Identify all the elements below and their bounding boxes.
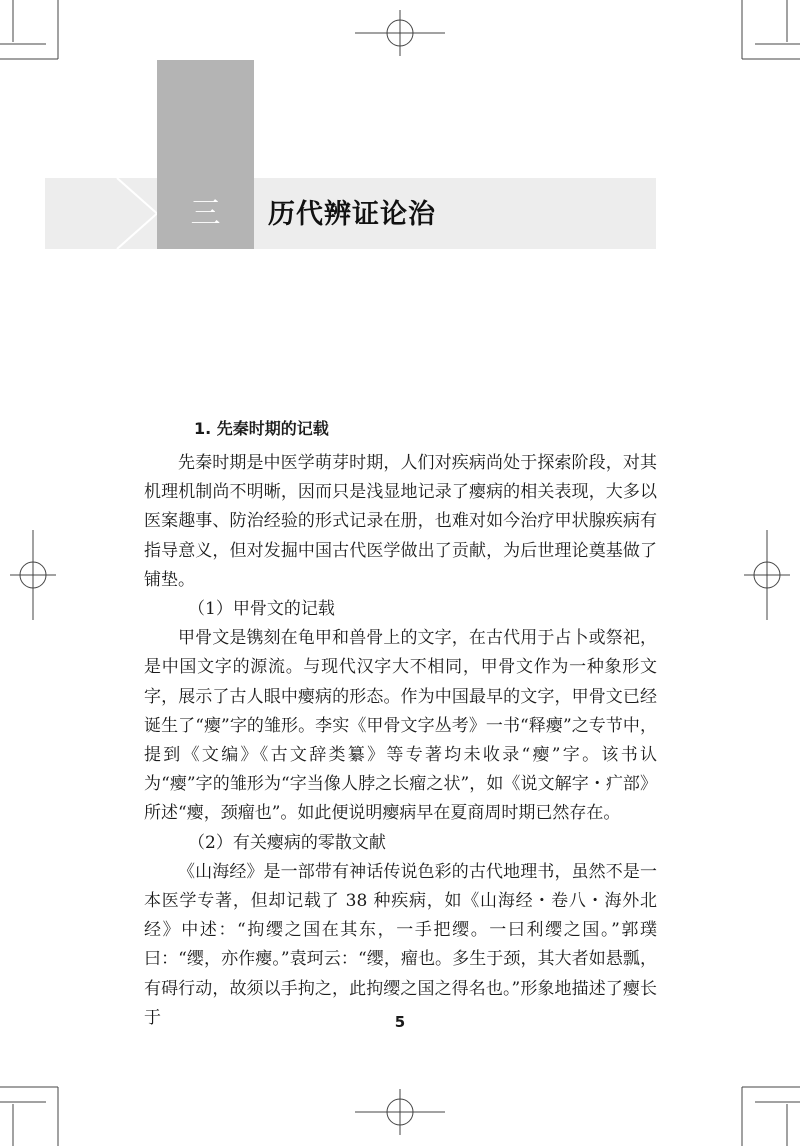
intro-paragraph: 先秦时期是中医学萌芽时期，人们对疾病尚处于探索阶段，对其机理机制尚不明晰，因而只是浅显地记录了瘿病的相关表现，大多以医案趣事、防治经验的形式记录在册，也难对如今治疗甲状腺疾病有指导意义，但对发掘中国古代医学做出了贡献，为后世理论奠基做了铺垫。: [144, 453, 657, 590]
subsection-heading-oracle-bones: （1）甲骨文的记载: [188, 599, 335, 620]
scattered-literature-paragraph: 《山海经》是一部带有神话传说色彩的古代地理书，虽然不是一本医学专著，但却记载了 38 种疾病，如《山海经・卷八・海外北经》中述：“拘缨之国在其东，一手把缨。一曰利缨之国。”郭璞曰：“缨，亦作瘿。”袁珂云：“缨，瘤也。多生于颈，其大者如悬瓢，有碍行动，故须以手拘之，此拘缨之国之得名也。”形象地描述了瘿长于: [144, 861, 657, 1028]
main-text: [144, 414, 657, 1033]
page-number: 5: [394, 1013, 406, 1031]
section-heading: 1. 先秦时期的记载: [194, 419, 329, 438]
chapter-title: 历代辨证论治: [268, 199, 436, 230]
chapter-number: 三: [190, 196, 221, 231]
subsection-heading-scattered-literature: （2）有关瘿病的零散文献: [188, 832, 386, 853]
oracle-bones-paragraph: 甲骨文是镌刻在龟甲和兽骨上的文字，在古代用于占卜或祭祀，是中国文字的源流。与现代汉字大不相同，甲骨文作为一种象形文字，展示了古人眼中瘿病的形态。作为中国最早的文字，甲骨文已经诞生了“瘿”字的雏形。李实《甲骨文字丛考》一书“释瘿”之专节中，提到《文编》《古文辞类纂》等专著均未收录“瘿”字。该书认为“瘿”字的雏形为“字当像人脖之长瘤之状”，如《说文解字・疒部》所述“瘿，颈瘤也”。如此便说明瘿病早在夏商周时期已然存在。: [144, 628, 657, 824]
